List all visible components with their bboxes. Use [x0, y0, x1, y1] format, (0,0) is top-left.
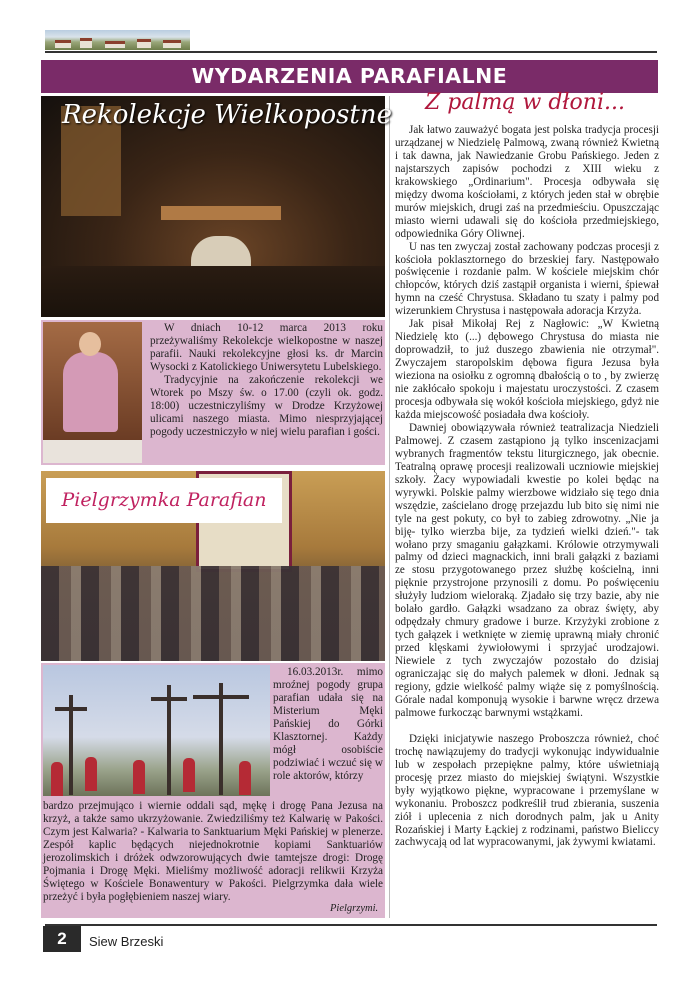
rekolekcje-paragraph-2: Tradycyjnie na zakończenie rekolekcji we Wtorek po Mszy św. o 17.00 (czyli ok. godz. 18:00) uczestniczyliśmy w Drodze Krzyżowej ulicami naszego miasta. Mimo niesprzyjającej pogody uczestniczyło w niej wielu parafian i gości. [150, 374, 383, 438]
town-panorama-image [45, 30, 190, 50]
passion-mystery-photo [43, 665, 270, 796]
article-paragraph-3: Jak pisał Mikołaj Rej z Nagłowic: „W Kwietną Niedzielę kto (...) dębowego Chrystusa do miasta nie doprowadził, to już duszego zbawienia nie otrzymał". Zwyczajem staropolskim dębowa figura Jezusa była wieziona na osiołku z ogromną dbałością o to , by zwierzę nie zakłócało spokoju i majestatu uroczystości. Z czasem procesja odbywała się wokół kościoła miejskiego, gdyż nie każda miejscowość posiadała dwa kościoły. [395, 318, 659, 421]
pielgrzymka-intro: 16.03.2013r. mimo mroźnej pogody grupa parafian udała się na Misterium Męki Pańskiej do Górki Klasztornej. Każdy mógł osobiście podziwiać i wczuć się w role aktorów, którzy [273, 666, 383, 782]
article-paragraph-1: Jak łatwo zauważyć bogata jest polska tradycja procesji urządzanej w Niedzielę Palmową, zwaną również Kwietną i tak dawna, jak Nawiedzanie Grobu Pańskiego. Jeden z najstarszych zapisów pochodzi z XIII wieku z krakowskiego „Ordinarium". Procesja odbywała się między dwoma kościołami, z których jeden stał w obrębie murów miejskich, drugi zaś na przedmieściu. Opuszczając miasto wierni udawali się do kościoła przedmiejskiego, odpowiednika Góry Oliwnej. [395, 124, 659, 240]
pielgrzymka-rest-text: bardzo przejmująco i wiernie oddali sąd, mękę i drogę Pana Jezusa na krzyż, a także samo ukrzyżowanie. Zwiedziliśmy też Kalwarię w Pakości. Czym jest Kalwaria? - Kalwaria to Sanktuarium Męki Pańskiej w plenerze. Zespół kaplic będących niejednokrotnie kopiami Sanktuariów jerozolimskich i dróżek odwzorowujących dwie tamtejsze drogi: Drogę Pojmania i Drogę Męki. Mieliśmy możliwość adoracji relikwii Krzyża Świętego w Kościele Bonawentury w Pakości. Pielgrzymka dała wiele przeżyć i była pogłębieniem naszej wiary. [43, 800, 383, 903]
signature: Pielgrzymi. [330, 903, 379, 914]
pielgrzymka-intro-text [273, 666, 383, 783]
article-paragraph-4: Dawniej obowiązywała również teatralizacja Niedzieli Palmowej. Z czasem zastąpiono ją tylko inscenizacjami wybranych fragmentów tekstu liturgicznego, jak obecnie. Teatralną oprawę procesji realizowali uczniowie miejskiej szkoły. Żacy wypowiadali kwestie po kolei będąc na wyrywki. Polskie palmy wierzbowe widziało się tego dnia wszędzie, zaścielano drogę przejazdu lub bito się nimi nie tyle na gest pokuty, co był to zabieg zdrowotny. „Nie ja biję- tylko wierzba bije, za tydzień wielki dzień."- tak wołano przy smaganiu gałązkami. Królowie otrzymywali palmy od dzieci magnackich, inni brali gałązki z baziami ze stosu przygotowanego przez służbę kościelną, inni pięknie przystrojone przynosili z domu. Po poświęceniu służyły ludziom wieloraką. Zjadało się trzy bazie, aby nie bolało gardło. Gałązki wsadzano za obraz święty, aby odpędzały chmury gradowe i burze. Krzyżyki zrobione z tych gałązek i wetknięte w ziemię uprawną miały chronić przed klęskami żywiołowymi i sprzyjać urodzajowi. Niewiele z tych zwyczajów pozostało do dzisiaj ograniczając się do małych palemek w dłoni. Jednak są regiony, gdzie wielkość palmy wiąże się z pomyślnością. Górale nadal komponują wysokie i barwne wręcz drzewa palmowe furkocząc barwnymi wstążkami. [395, 421, 659, 719]
altar-book-photo [43, 440, 142, 463]
article-title: Z palmą w dłoni... [425, 90, 625, 115]
page-number: 2 [43, 926, 81, 952]
priest-photo [43, 322, 142, 440]
publication-name: Siew Brzeski [89, 934, 164, 949]
rekolekcje-paragraph-1: W dniach 10-12 marca 2013 roku przeżywaliśmy Rekolekcje wielkopostne w naszej parafii. Nauki rekolekcyjne głosi ks. dr Marcin Wysocki z Katolickiego Uniwersytetu Lubelskiego. [150, 322, 383, 373]
top-rule [45, 51, 657, 53]
article-paragraph-5: Dzięki inicjatywie naszego Proboszcza również, choć trochę nawiązujemy do tradycji wykonując indywidualnie lub w zespołach przepiękne palmy, które uświetniają procesję przez miasto do miejskiej świątyni. Wszystkie były wyjątkowo piękne, wypracowane i przemyślane w wykonaniu. Proboszcz podkreślił trud zbierania, suszenia ziół i uplecenia z nich dorodnych palm, jak u Anity Rozańskiej i Marty Łąckiej z rodzinami, państwo Bieliccy zachwycają od lat wypracowanymi, jak żywymi kwiatami. [395, 732, 659, 849]
bottom-rule [45, 924, 657, 926]
article-paragraph-2: U nas ten zwyczaj został zachowany podczas procesji z kościoła poklasztornego do brzeskiej fary. Następowało poświęcenie i rozdanie palm. W kościele miejskim chór chłopców, których dziś zastąpił organista i wierni, śpiewał hymn na cześć Chrystusa. Składano tu szaty i palmy pod wizerunkiem Chrystusa i następowała adoracja Krzyża. [395, 240, 659, 318]
section-banner: WYDARZENIA PARAFIALNE [41, 60, 658, 93]
rekolekcje-title: Rekolekcje Wielkopostne [62, 100, 393, 130]
pielgrzymka-title: Pielgrzymka Parafian [46, 478, 282, 523]
article-body [395, 124, 659, 849]
rekolekcje-text [150, 322, 383, 439]
column-divider [389, 96, 390, 918]
